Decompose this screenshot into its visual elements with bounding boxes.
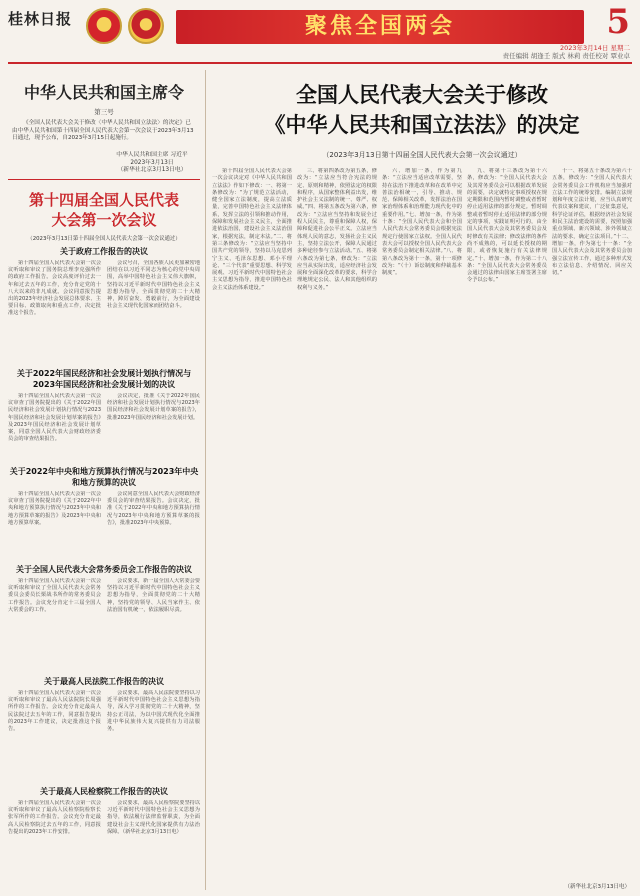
resolution-budget xyxy=(8,466,200,555)
headline-subtitle: （2023年3月13日第十四届全国人民代表大会第一次会议通过） xyxy=(322,151,522,159)
decision-column: 三、将第四条改为第五条，修改为：“立法应当符合宪法的规定、原则和精神，依照法定的权限和程序，从国家整体利益出发，维护社会主义法制的统一、尊严、权威。”四、将第五条改为第六条，修改为：“立法应当坚持和发展全过程人民民主，尊重和保障人权，保障和促进社会公平正义。立法应当体现人民的意志，发扬社会主义民主，坚持立法公开，保障人民通过多种途径参与立法活动。”五、将第六条改为第七条，修改为：“立法应当从实际出发，适应经济社会发展和全面深化改革的要求，科学合理地规定公民、法人和其他组织的权利与义务。” xyxy=(297,168,377,291)
masthead xyxy=(0,0,640,60)
section-text: 会议决定，批准《关于2022年国民经济和社会发展计划执行情况与2023年国民经济和社会发展计划草案的报告》，批准2023年国民经济和社会发展计划。 xyxy=(107,393,200,421)
section-text: 第十四届全国人民代表大会第一次会议听取和审议了全国人民代表大会常务委员会委员长栗战书所作的常务委员会工作报告。会议充分肯定十三届全国人大常委会的工作。 xyxy=(8,578,101,613)
section-text: 第十四届全国人民代表大会第一次会议审查了国务院提出的《关于2022年中央和地方预算执行情况与2023年中央和地方预算草案的报告》及2023年中央和地方预算草案。 xyxy=(8,491,101,526)
section-banner xyxy=(176,10,584,44)
order-number: 第三号 xyxy=(94,108,114,116)
session-title-line-1: 第十四届全国人民代表 xyxy=(28,191,179,209)
section-text: 会议同意全国人民代表大会财政经济委员会的审查结果报告。会议决定，批准《关于2022年中央和地方预算执行情况与2023年中央和地方预算草案的报告》，批准2023年中央预算。 xyxy=(107,491,200,526)
headline-line-2: 《中华人民共和国立法法》的决定 xyxy=(264,112,580,137)
section-text: 会议要求，新一届全国人大常委会要坚持以习近平新时代中国特色社会主义思想为指导，全面贯彻党的二十大精神，坚持党的领导、人民当家作主、依法治国有机统一，依法履职尽责。 xyxy=(107,578,200,613)
session-title xyxy=(8,190,200,230)
decision-body xyxy=(212,168,632,880)
session-title-line-2: 大会第一次会议 xyxy=(51,211,157,229)
issue-date: 2023年3月14日 星期二 xyxy=(559,44,630,52)
editors-line: 责任编辑 胡逢壬 版式 林莉 责任校对 覃业卓 xyxy=(502,52,630,60)
national-emblem-icon xyxy=(86,8,122,44)
section-text: 会议要求，最高人民检察院要坚持以习近平新时代中国特色社会主义思想为指导，依法履行法律监督职责，为全面建设社会主义现代化国家提供有力法治保障。（新华社北京3月13日电） xyxy=(107,800,200,835)
order-body: 《全国人民代表大会关于修改〈中华人民共和国立法法〉的决定》已由中华人民共和国第十四届全国人民代表大会第一次会议于2023年3月13日通过，现予公布，自2023年3月15日起施行。 xyxy=(12,120,194,142)
order-source: （新华社北京3月13日电） xyxy=(117,167,187,174)
section-text: 第十四届全国人民代表大会第一次会议听取和审议了最高人民检察院检察长张军所作的工作报告。会议充分肯定最高人民检察院过去五年的工作，同意报告提出的2023年工作安排。 xyxy=(8,800,101,835)
section-heading: 关于全国人民代表大会常务委员会工作报告的决议 xyxy=(16,565,192,574)
section-heading: 关于最高人民法院工作报告的决议 xyxy=(44,677,164,686)
section-title: 聚焦全国两会 xyxy=(304,14,455,39)
headline-line-1: 全国人民代表大会关于修改 xyxy=(296,82,548,107)
presidential-order xyxy=(8,70,200,180)
section-text: 第十四届全国人民代表大会第一次会议听取和审议了最高人民法院院长周强所作的工作报告。会议充分肯定最高人民法院过去五年的工作，同意报告提出的2023年工作建议，决定批准这个报告。 xyxy=(8,690,101,733)
section-text: 会议要求，最高人民法院要坚持以习近平新时代中国特色社会主义思想为指导，深入学习贯彻党的二十大精神，坚持公正司法，为以中国式现代化全面推进中华民族伟大复兴提供有力司法服务。 xyxy=(107,690,200,733)
left-column xyxy=(8,70,200,890)
section-text: 第十四届全国人民代表大会第一次会议听取和审议了国务院总理李克强所作的政府工作报告。会议高度评价过去一年和过去五年的工作，充分肯定党的十八大以来的非凡成就。会议同意报告提出的2023年经济社会发展总体要求、主要目标、政策取向和重点工作，决定批准这个报告。 xyxy=(8,260,101,317)
decision-footnote: （新华社北京3月13日电） xyxy=(564,884,630,890)
section-heading: 关于政府工作报告的决议 xyxy=(60,247,148,256)
newspaper-logo: 桂林日报 xyxy=(8,10,73,28)
decision-column: 十一、将第五十条改为第六十五条，修改为：“全国人民代表大会常务委员会工作机构应当加强对立法工作的统筹安排。编制立法规划和年度立法计划，应当认真研究代表议案和建议，广泛征集意见，科学论证评估，根据经济社会发展和民主法治建设的需要，按照加强重点领域、新兴领域、涉外领域立法的要求，确定立法项目。”十二、增加一条，作为第七十一条：“全国人民代表大会及其常务委员会加强立法宣传工作，通过多种形式发布立法信息、介绍情况、回应关切。” xyxy=(552,168,632,277)
decision-column: 第十四届全国人民代表大会第一次会议决定对《中华人民共和国立法法》作如下修改：一、将第一条修改为：“为了规范立法活动，健全国家立法制度，提高立法质量，完善中国特色社会主义法律体系，发挥立法的引领和推动作用，保障和发展社会主义民主，全面推进依法治国，建设社会主义法治国家，根据宪法，制定本法。”二、将第三条修改为：“立法应当坚持中国共产党的领导，坚持以马克思列宁主义、毛泽东思想、邓小平理论、“三个代表”重要思想、科学发展观、习近平新时代中国特色社会主义思想为指导，推进中国特色社会主义法治体系建设。” xyxy=(212,168,292,291)
cppcc-emblem-icon xyxy=(128,8,164,44)
resolution-economic-plan xyxy=(8,368,200,457)
order-signature xyxy=(104,152,200,175)
order-title: 中华人民共和国主席令 xyxy=(23,83,184,102)
resolution-supreme-court xyxy=(8,676,200,780)
issue-meta xyxy=(503,44,630,60)
decision-column: 九、将第十三条改为第十六条，修改为：“全国人民代表大会及其常务委员会可以根据改革发展的需要，决定就特定事项授权在规定期限和范围内暂时调整或者暂时停止适用法律的部分规定。暂时调整或者暂时停止适用法律的部分规定的事项，实践证明可行的，由全国人民代表大会及其常务委员会及时修改有关法律；修改法律的条件尚不成熟的，可以延长授权的期限，或者恢复施行有关法律规定。”十、增加一条，作为第二十八条：“全国人民代表大会常务委员会通过的法律由国家主席签署主席令予以公布。” xyxy=(467,168,547,284)
resolution-supreme-procuratorate xyxy=(8,786,200,890)
column-divider xyxy=(205,70,206,890)
resolution-government-report xyxy=(8,246,200,350)
section-heading: 关于2022年国民经济和社会发展计划执行情况与2023年国民经济和社会发展计划的决议 xyxy=(16,369,192,389)
main-headline xyxy=(212,80,632,140)
order-sign-date: 2023年3月13日 xyxy=(130,159,174,166)
resolution-npc-standing-committee xyxy=(8,564,200,668)
section-text: 第十四届全国人民代表大会第一次会议审查了国务院提出的《关于2022年国民经济和社会发展计划执行情况与2023年国民经济和社会发展计划草案的报告》及2023年国民经济和社会发展计划草案，同意全国人民代表大会财政经济委员会的审查结果报告。 xyxy=(8,393,101,443)
session-subtitle: （2023年3月13日第十四届全国人民代表大会第一次会议通过） xyxy=(27,236,181,242)
section-heading: 关于最高人民检察院工作报告的决议 xyxy=(40,787,168,796)
order-signer: 中华人民共和国主席 习近平 xyxy=(116,152,188,158)
decision-column: 六、增加一条，作为第九条：“立法应当适应改革需要，坚持在法治下推进改革和在改革中完善法治相统一，引导、推动、规范、保障相关改革，发挥法治在国家治理体系和治理能力现代化中的重要作用。”七、增加一条，作为第十条：“全国人民代表大会和全国人民代表大会常务委员会根据宪法规定行使国家立法权。全国人民代表大会可以授权全国人民代表大会常务委员会制定相关法律。”八、将第八条改为第十一条，第十一项修改为：“（十）诉讼制度和仲裁基本制度”。 xyxy=(382,168,462,277)
section-text: 会议号召，全国各族人民更加紧密地团结在以习近平同志为核心的党中央周围，高举中国特色社会主义伟大旗帜，坚持以习近平新时代中国特色社会主义思想为指导，全面贯彻党的二十大精神，踔厉奋发、勇毅前行，为全面建设社会主义现代化国家而团结奋斗。 xyxy=(107,260,200,310)
section-heading: 关于2022年中央和地方预算执行情况与2023年中央和地方预算的决议 xyxy=(9,467,199,487)
top-rule xyxy=(8,62,632,64)
page-number: 5 xyxy=(606,2,630,42)
